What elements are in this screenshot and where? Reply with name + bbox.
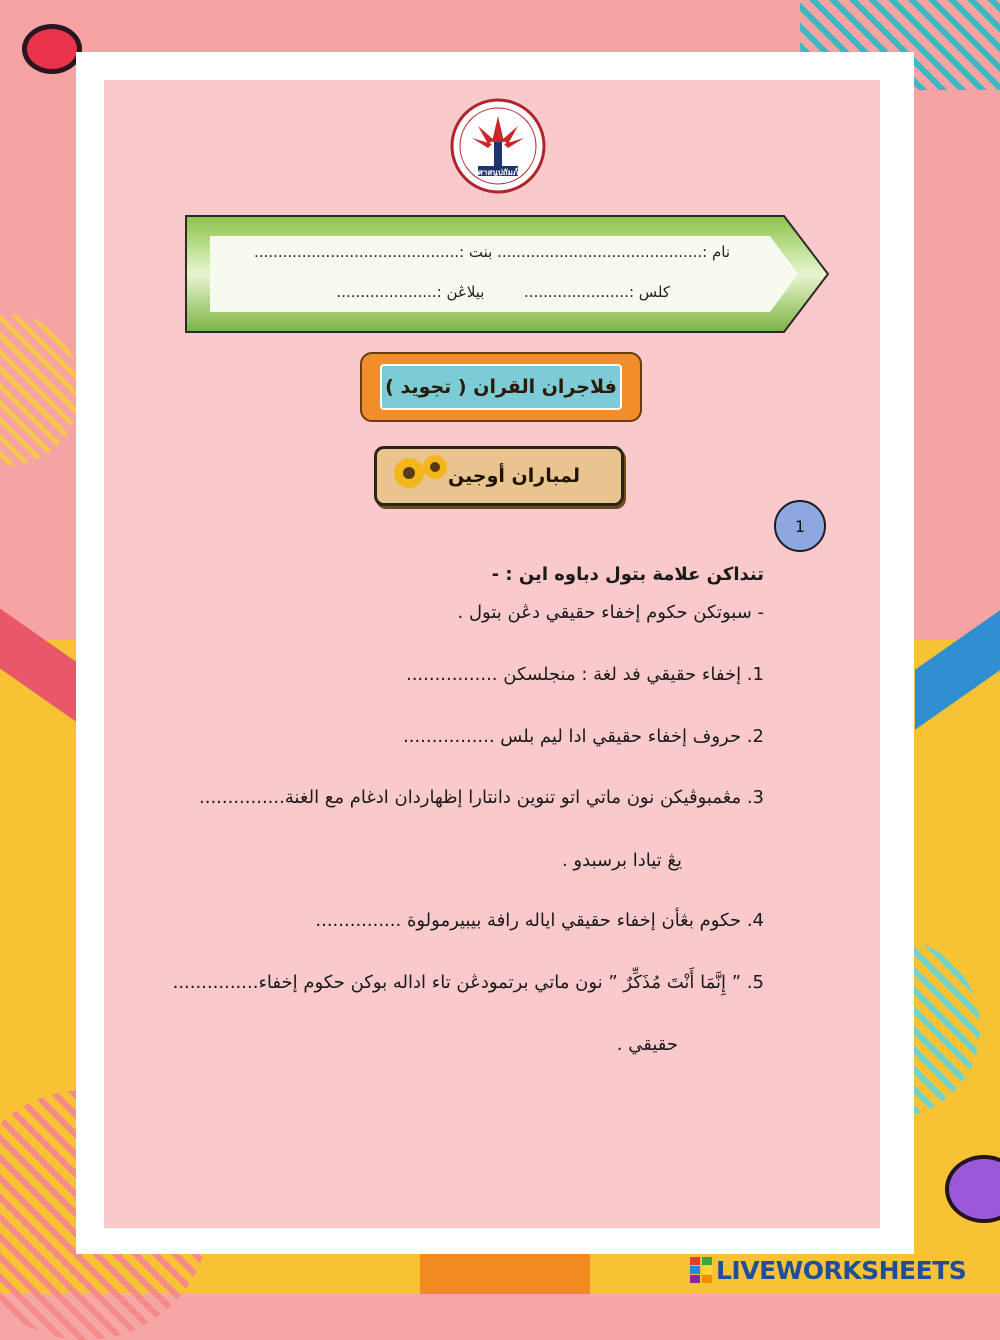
answer-blank[interactable]: ............... xyxy=(403,726,489,747)
class-row xyxy=(300,283,670,301)
deco-orange-block xyxy=(420,1240,590,1294)
question-item-3-continuation: يڠ تيادا برسبدو . xyxy=(561,850,682,871)
answer-blank[interactable]: ............... xyxy=(199,787,285,808)
item-text: 2. حروف إخفاء حقيقي ادا ليم بلس . xyxy=(488,726,764,747)
watermark-brand: LIVEWORKSHEETS xyxy=(716,1255,967,1285)
subject-title: فلاجران القران ( تجويد ) xyxy=(385,376,617,398)
number-label: بيلاڠن : xyxy=(436,283,485,301)
deco-ring-top-left xyxy=(22,24,82,74)
item-text: 3. مڠمبوڤيكن نون ماتي اتو تنوين دانتارا إظهاردان ادغام مع الغنة xyxy=(284,787,764,808)
question-instruction: - سبوتكن حكوم إخفاء حقيقي دڠن بتول . xyxy=(457,602,764,623)
number-field[interactable]: ..................... xyxy=(336,283,437,301)
item-text: 4. حكوم بڠأن إخفاء حقيقي اياله رافة بيبيرمولوة . xyxy=(395,910,764,931)
question-item-3 xyxy=(199,787,764,808)
answer-blank[interactable]: .............. xyxy=(315,910,396,931)
question-item-4 xyxy=(315,910,764,931)
item-text: 5. ” إِنَّمَا أَنْتَ مُذَكِّرٌ ” نون ماتي برتمودڠن تاء اداله بوكن حكوم إخفاء xyxy=(258,972,764,993)
logo-text-main: ศาสนูปถัมภ์ xyxy=(477,168,519,177)
question-item-2 xyxy=(403,726,764,747)
worksheet-title: لمباران أوجين xyxy=(448,465,580,487)
question-heading: تنداكن علامة بتول دباوه اين : - xyxy=(491,564,764,585)
class-label: كلس : xyxy=(628,283,670,301)
answer-blank[interactable]: ............... xyxy=(172,972,259,993)
question-item-5-continuation: حقيقي . xyxy=(616,1034,678,1055)
worksheet-title-box xyxy=(374,446,624,506)
subject-title-box xyxy=(360,352,642,422)
bint-label: بنت : xyxy=(459,243,493,261)
item-text: 1. إخفاء حقيقي فد لغة : منجلسكن . xyxy=(491,664,764,685)
question-item-1 xyxy=(406,664,764,685)
name-row xyxy=(230,243,730,261)
liveworksheets-logo-icon xyxy=(690,1257,712,1283)
class-field[interactable]: ...................... xyxy=(524,283,629,301)
student-info-banner xyxy=(184,214,830,334)
school-logo xyxy=(448,96,548,196)
liveworksheets-watermark xyxy=(690,1252,990,1288)
school-emblem-icon xyxy=(448,96,548,196)
name-field[interactable]: ........................................... xyxy=(497,243,703,261)
name-label: نام : xyxy=(702,243,730,261)
answer-blank[interactable]: ............... xyxy=(405,664,492,685)
bint-field[interactable]: ........................................... xyxy=(254,243,460,261)
question-number-badge: 1 xyxy=(774,500,826,552)
question-item-5 xyxy=(173,972,764,993)
